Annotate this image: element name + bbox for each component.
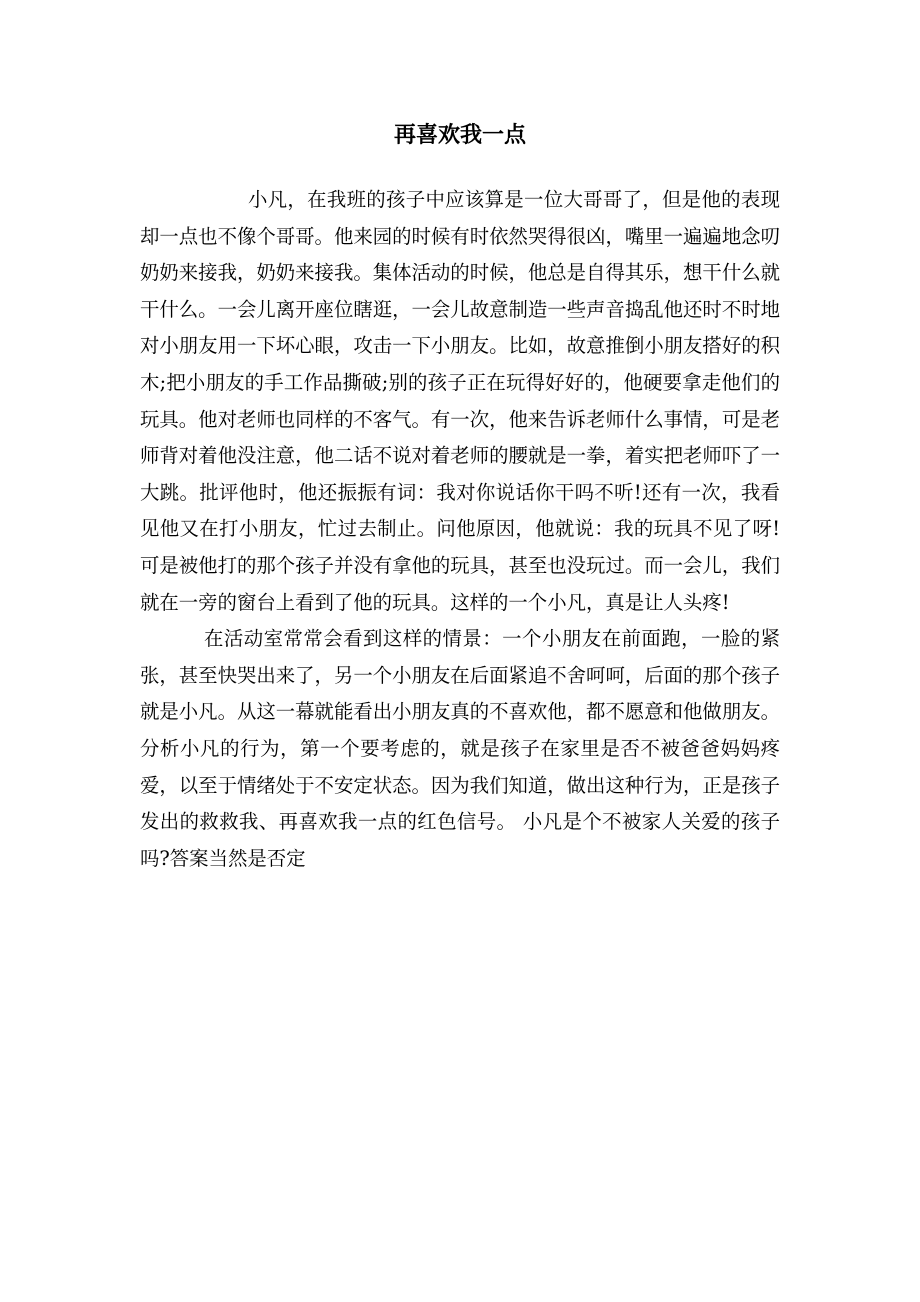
- paragraph-1: 小凡，在我班的孩子中应该算是一位大哥哥了，但是他的表现却一点也不像个哥哥。他来园的时候有时依然哭得很凶，嘴里一遍遍地念叨奶奶来接我，奶奶来接我。集体活动的时候，他总是自得其乐，想干什么就干什么。一会儿离开座位瞎逛，一会儿故意制造一些声音捣乱他还时不时地对小朋友用一下坏心眼，攻击一下小朋友。比如，故意推倒小朋友搭好的积木;把小朋友的手工作品撕破;别的孩子正在玩得好好的，他硬要拿走他们的玩具。他对老师也同样的不客气。有一次，他来告诉老师什么事情，可是老师背对着他没注意，他二话不说对着老师的腰就是一拳，着实把老师吓了一大跳。批评他时，他还振振有词：我对你说话你干吗不听!还有一次，我看见他又在打小朋友，忙过去制止。问他原因，他就说：我的玩具不见了呀!可是被他打的那个孩子并没有拿他的玩具，甚至也没玩过。而一会儿，我们就在一旁的窗台上看到了他的玩具。这样的一个小凡，真是让人头疼!: [140, 188, 780, 614]
- document-title: 再喜欢我一点: [393, 123, 526, 148]
- document-body: [140, 182, 780, 877]
- paragraph-2: 在活动室常常会看到这样的情景：一个小朋友在前面跑，一脸的紧张，甚至快哭出来了，另一个小朋友在后面紧追不舍呵呵，后面的那个孩子就是小凡。从这一幕就能看出小朋友真的不喜欢他，都不愿意和他做朋友。 分析小凡的行为，第一个要考虑的，就是孩子在家里是否不被爸爸妈妈疼爱，以至于情绪处于不安定状态。因为我们知道，做出这种行为，正是孩子发出的救救我、再喜欢我一点的红色信号。 小凡是个不被家人关爱的孩子吗?答案当然是否定: [140, 627, 780, 870]
